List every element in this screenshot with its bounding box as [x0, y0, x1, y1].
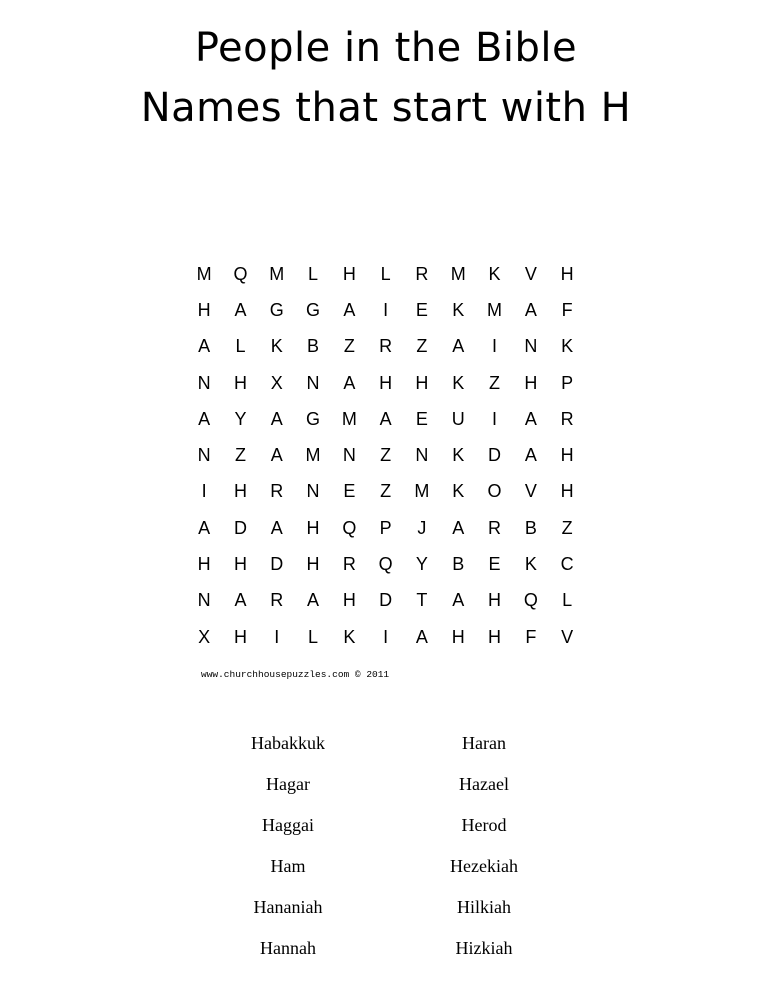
grid-letter: L	[380, 263, 391, 284]
grid-letter: E	[415, 408, 428, 429]
grid-letter: Y	[234, 408, 247, 429]
grid-letter: A	[270, 408, 283, 429]
grid-letter: K	[488, 263, 501, 284]
grid-letter: N	[524, 336, 538, 357]
grid-letter: E	[488, 554, 501, 575]
grid-letter: V	[561, 626, 574, 647]
grid-letter: E	[415, 299, 428, 320]
grid-letter: B	[524, 517, 537, 538]
grid-letter: A	[343, 372, 356, 393]
grid-letter: L	[235, 336, 246, 357]
grid-letter: H	[233, 626, 247, 647]
grid-letter: K	[343, 626, 356, 647]
grid-letter: H	[379, 372, 393, 393]
word-search-grid	[186, 256, 585, 655]
grid-letter: A	[234, 590, 247, 611]
grid-letter: I	[383, 626, 389, 647]
grid-letter: M	[269, 263, 285, 284]
grid-letter: K	[452, 481, 465, 502]
grid-letter: Y	[415, 554, 428, 575]
word-list-right	[414, 724, 554, 970]
grid-letter: F	[561, 299, 573, 320]
word-list-item: Hagar	[266, 774, 310, 794]
grid-letter: H	[560, 481, 574, 502]
grid-letter: Z	[343, 336, 355, 357]
grid-letter: P	[561, 372, 574, 393]
grid-letter: A	[524, 445, 537, 466]
grid-letter: Z	[416, 336, 428, 357]
grid-letter: K	[524, 554, 537, 575]
grid-letter: I	[201, 481, 207, 502]
grid-letter: H	[197, 299, 211, 320]
grid-letter: H	[560, 445, 574, 466]
grid-letter: H	[342, 590, 356, 611]
grid-letter: M	[414, 481, 430, 502]
grid-letter: L	[308, 626, 319, 647]
grid-letter: Z	[561, 517, 573, 538]
grid-letter: T	[416, 590, 428, 611]
grid-letter: H	[306, 517, 320, 538]
word-list-item: Hannah	[260, 938, 316, 958]
grid-letter: H	[415, 372, 429, 393]
grid-letter: Z	[489, 372, 501, 393]
grid-letter: V	[524, 481, 537, 502]
grid-letter: Q	[342, 517, 357, 538]
word-list-item: Haggai	[262, 815, 314, 835]
grid-letter: P	[379, 517, 392, 538]
grid-letter: N	[306, 481, 320, 502]
grid-letter: B	[307, 336, 320, 357]
grid-letter: A	[198, 517, 211, 538]
grid-letter: E	[343, 481, 356, 502]
grid-letter: M	[450, 263, 466, 284]
grid-letter: I	[274, 626, 280, 647]
word-list-item: Hananiah	[253, 897, 323, 917]
grid-letter: H	[524, 372, 538, 393]
grid-letter: X	[270, 372, 283, 393]
word-list-item: Habakkuk	[251, 733, 325, 753]
grid-letter: N	[197, 590, 211, 611]
grid-letter: A	[452, 590, 465, 611]
grid-letter: R	[415, 263, 429, 284]
grid-letter: I	[492, 336, 498, 357]
grid-letter: G	[306, 408, 321, 429]
grid-letter: H	[488, 590, 502, 611]
grid-letter: R	[342, 554, 356, 575]
grid-letter: H	[342, 263, 356, 284]
word-list-item: Hilkiah	[457, 897, 511, 917]
grid-letter: A	[270, 517, 283, 538]
grid-letter: B	[452, 554, 465, 575]
grid-letter: A	[452, 517, 465, 538]
grid-letter: Q	[378, 554, 393, 575]
grid-letter: H	[233, 372, 247, 393]
word-list-item: Hazael	[459, 774, 509, 794]
grid-letter: I	[383, 299, 389, 320]
word-list-item: Hezekiah	[450, 856, 518, 876]
grid-letter: D	[488, 445, 502, 466]
grid-letter: N	[197, 445, 211, 466]
grid-letter: Q	[523, 590, 538, 611]
grid-letter: A	[452, 336, 465, 357]
grid-letter: H	[197, 554, 211, 575]
grid-letter: H	[560, 263, 574, 284]
grid-letter: Z	[234, 445, 246, 466]
grid-letter: H	[451, 626, 465, 647]
word-list-item: Ham	[270, 856, 306, 876]
grid-letter: A	[198, 336, 211, 357]
grid-letter: H	[488, 626, 502, 647]
grid-letter: K	[452, 372, 465, 393]
grid-letter: D	[270, 554, 284, 575]
grid-letter: R	[270, 590, 284, 611]
grid-letter: G	[269, 299, 284, 320]
grid-letter: C	[560, 554, 574, 575]
grid-letter: Z	[380, 481, 392, 502]
grid-letter: N	[342, 445, 356, 466]
grid-letter: A	[524, 299, 537, 320]
grid-letter: H	[233, 554, 247, 575]
grid-letter: A	[198, 408, 211, 429]
grid-letter: U	[451, 408, 465, 429]
grid-letter: L	[308, 263, 319, 284]
grid-letter: R	[270, 481, 284, 502]
copyright-credit: www.churchhousepuzzles.com © 2011	[201, 669, 390, 680]
grid-letter: L	[562, 590, 573, 611]
grid-letter: X	[198, 626, 211, 647]
word-list-left	[218, 724, 358, 970]
grid-letter: K	[452, 299, 465, 320]
word-list-item: Hizkiah	[455, 938, 513, 958]
grid-letter: A	[270, 445, 283, 466]
word-list-item: Haran	[462, 733, 506, 753]
grid-letter: N	[306, 372, 320, 393]
page-title: People in the Bible	[194, 25, 578, 71]
grid-letter: A	[343, 299, 356, 320]
grid-letter: H	[306, 554, 320, 575]
grid-letter: M	[305, 445, 321, 466]
grid-letter: K	[270, 336, 283, 357]
grid-letter: M	[341, 408, 357, 429]
grid-letter: M	[487, 299, 503, 320]
grid-letter: D	[233, 517, 247, 538]
grid-letter: N	[415, 445, 429, 466]
grid-letter: A	[415, 626, 428, 647]
grid-letter: N	[197, 372, 211, 393]
grid-letter: F	[525, 626, 537, 647]
grid-letter: Q	[233, 263, 248, 284]
grid-letter: K	[561, 336, 574, 357]
grid-letter: G	[306, 299, 321, 320]
grid-letter: O	[487, 481, 502, 502]
grid-letter: R	[560, 408, 574, 429]
grid-letter: A	[524, 408, 537, 429]
grid-letter: R	[379, 336, 393, 357]
grid-letter: A	[234, 299, 247, 320]
grid-letter: D	[379, 590, 393, 611]
grid-letter: H	[233, 481, 247, 502]
grid-letter: K	[452, 445, 465, 466]
grid-letter: A	[307, 590, 320, 611]
grid-letter: V	[524, 263, 537, 284]
word-list-item: Herod	[461, 815, 507, 835]
grid-letter: Z	[380, 445, 392, 466]
grid-letter: A	[379, 408, 392, 429]
grid-letter: R	[488, 517, 502, 538]
grid-letter: M	[196, 263, 212, 284]
page-subtitle: Names that start with H	[140, 85, 632, 131]
grid-letter: J	[417, 517, 427, 538]
grid-letter: I	[492, 408, 498, 429]
